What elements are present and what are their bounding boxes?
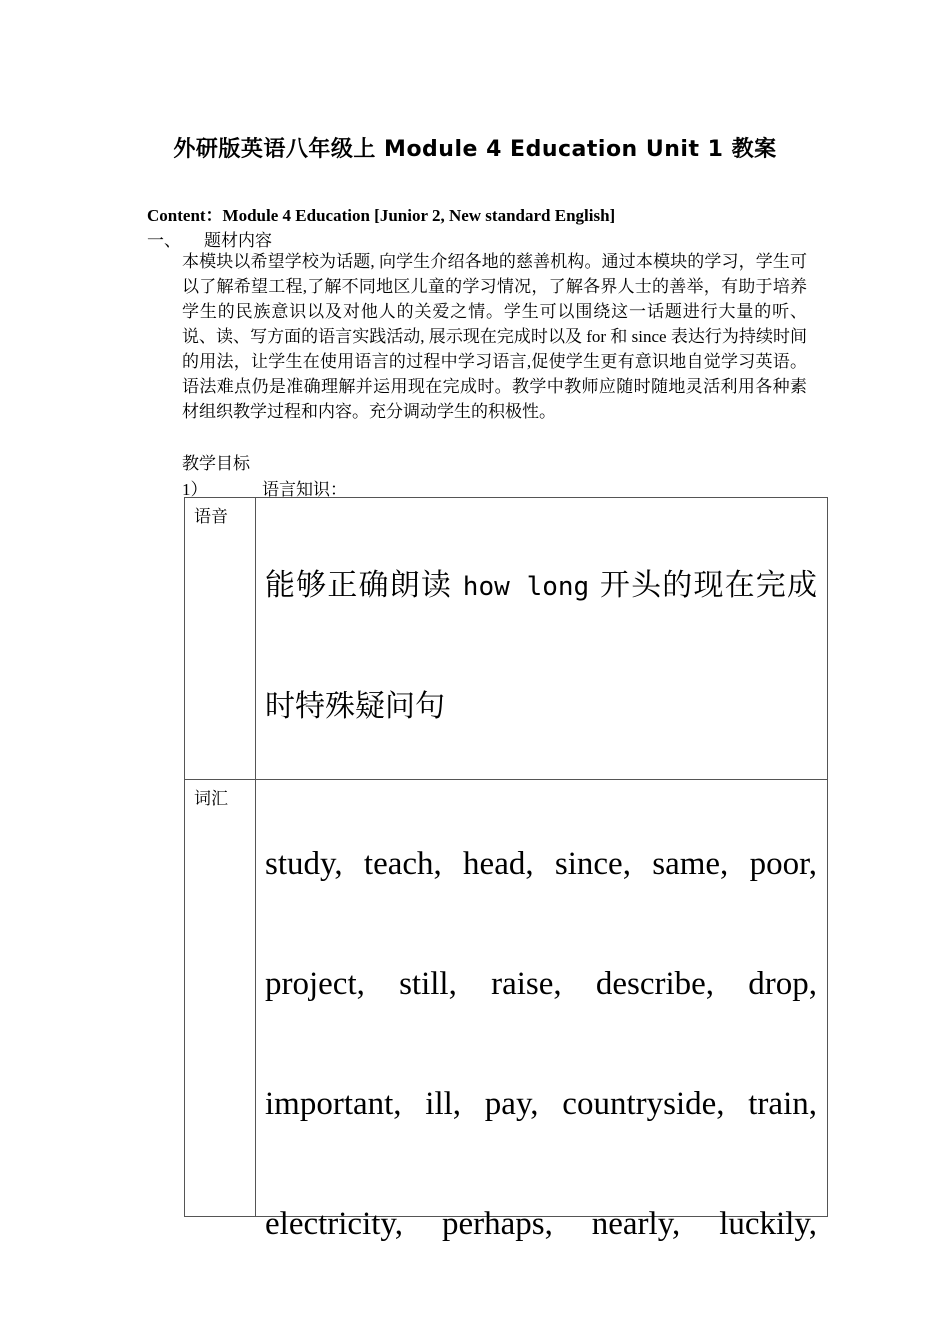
phonetics-label: 语音 bbox=[185, 498, 256, 780]
phonetics-text-end: 开头的现在完成时特殊疑问句 bbox=[265, 568, 817, 724]
knowledge-number: 1） bbox=[182, 480, 208, 499]
intro-paragraph: 本模块以希望学校为话题, 向学生介绍各地的慈善机构。通过本模块的学习，学生可以了解希望工程,了解不同地区儿童的学习情况，了解各界人士的善举，有助于培养学生的民族意识以及对他人的关爱之情。学生可以围绕这一话题进行大量的听、说、读、写方面的语言实践活动, 展示现在完成时以及 for 和 since 表达行为持续时间的用法，让学生在使用语言的过程中学习语言,促使学生更有意识地自觉学习英语。语法难点仍是准确理解并运用现在完成时。教学中教师应随时随地灵活利用各种素材组织教学过程和内容。充分调动学生的积极性。 bbox=[182, 252, 807, 421]
section-title: 题材内容 bbox=[204, 231, 272, 250]
vocabulary-cell bbox=[256, 780, 828, 1242]
phonetics-keyword: how long bbox=[462, 572, 590, 602]
section-number: 一、 bbox=[147, 231, 181, 250]
table-row-vocabulary bbox=[185, 780, 828, 1217]
phonetics-text-start: 能够正确朗读 bbox=[265, 568, 463, 603]
phonetics-text bbox=[265, 526, 817, 767]
goals-heading: 教学目标 bbox=[182, 454, 250, 473]
goals-table bbox=[184, 497, 828, 1242]
vocabulary-label: 词汇 bbox=[185, 780, 256, 1217]
phonetics-cell bbox=[256, 498, 828, 780]
section-heading bbox=[147, 226, 272, 251]
content-line: Content：Module 4 Education [Junior 2, New standard English] bbox=[147, 206, 616, 225]
table-row-phonetics bbox=[185, 498, 828, 780]
vocabulary-text: study, teach, head, since, same, poor, project, still, raise, describe, drop, important, ill, pay, countryside, train, electricity, perhaps, nearly, luckily, bbox=[265, 846, 817, 1242]
page-title: 外研版英语八年级上 Module 4 Education Unit 1 教案 bbox=[173, 137, 777, 162]
knowledge-title: 语言知识： bbox=[262, 480, 347, 499]
